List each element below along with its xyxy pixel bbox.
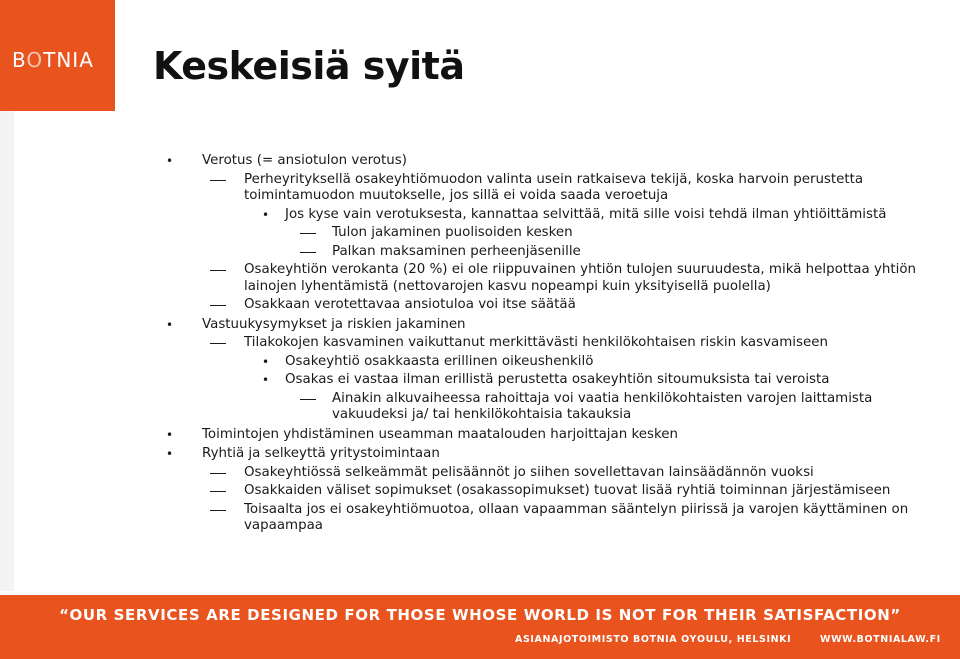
list-item-text: Jos kyse vain verotuksesta, kannattaa selvittää, mitä sille voisi tehdä ilman yhtiöittämistä	[285, 206, 887, 222]
logo-text-o: O	[26, 48, 44, 72]
list-item-text: Ainakin alkuvaiheessa rahoittaja voi vaatia henkilökohtaisten varojen laittamista vakuudeksi ja/ tai henkilökohtaisia takauksia	[332, 390, 873, 422]
list-item	[150, 244, 940, 261]
dash-bullet-icon	[300, 233, 316, 234]
list-item-text: Palkan maksaminen perheenjäsenille	[332, 243, 581, 259]
logo-text-tnia: TNIA	[43, 48, 94, 72]
list-item	[150, 446, 940, 463]
list-item	[150, 335, 940, 352]
dot-bullet-icon: •	[262, 207, 270, 222]
list-item-text: Toimintojen yhdistäminen useamman maatalouden harjoittajan kesken	[202, 426, 678, 442]
dash-bullet-icon	[210, 491, 226, 492]
list-item	[150, 427, 940, 444]
list-item-text: Tulon jakaminen puolisoiden kesken	[332, 225, 573, 240]
list-item-text: Osakeyhtiössä selkeämmät pelisäännöt jo siihen sovellettavan lainsäädännön vuoksi	[244, 464, 814, 480]
dash-bullet-icon	[210, 305, 226, 306]
list-item-text: Osakkaan verotettavaa ansiotuloa voi itse säätää	[244, 297, 576, 312]
list-item-text: Osakkaiden väliset sopimukset (osakassopimukset) tuovat lisää ryhtiä toiminnan järjestämiseen	[244, 483, 891, 498]
dash-bullet-icon	[210, 510, 226, 511]
list-item-text: Osakas ei vastaa ilman erillistä perustetta osakeyhtiön sitoumuksista tai veroista	[285, 372, 830, 387]
dash-bullet-icon	[300, 252, 316, 253]
dot-bullet-icon: •	[166, 427, 174, 442]
list-item-text: Tilakokojen kasvaminen vaikuttanut merkittävästi henkilökohtaisen riskin kasvamiseen	[244, 335, 828, 350]
list-item-text: Osakeyhtiö osakkaasta erillinen oikeushenkilö	[285, 353, 594, 369]
list-item	[150, 262, 940, 295]
list-item	[150, 172, 940, 205]
footer-company: ASIANAJOTOIMISTO BOTNIA OY	[515, 634, 697, 645]
dash-bullet-icon	[210, 473, 226, 474]
bullet-list	[150, 150, 940, 535]
dot-bullet-icon: •	[262, 354, 270, 369]
dot-bullet-icon: •	[166, 154, 174, 168]
list-item-text: Ryhtiä ja selkeyttä yritystoimintaan	[202, 446, 440, 461]
dash-bullet-icon	[210, 270, 226, 271]
list-item-text: Toisaalta jos ei osakeyhtiömuotoa, ollaan vapaamman sääntelyn piirissä ja varojen käyttäminen on vapaampaa	[244, 501, 909, 533]
list-item	[150, 372, 940, 389]
botnia-logo	[12, 48, 94, 72]
footer-location: OULU, HELSINKI	[697, 634, 792, 645]
list-item	[150, 297, 940, 314]
list-item	[150, 207, 940, 224]
slide-title: Keskeisiä syitä	[153, 44, 465, 88]
left-decor-strip	[0, 111, 14, 591]
list-item	[150, 225, 940, 242]
dash-bullet-icon	[300, 399, 316, 400]
footer-slogan: “OUR SERVICES ARE DESIGNED FOR THOSE WHOSE WORLD IS NOT FOR THEIR SATISFACTION”	[59, 606, 901, 624]
dash-bullet-icon	[210, 180, 226, 181]
list-item	[150, 153, 940, 170]
logo-text-b: B	[12, 48, 27, 72]
footer-website[interactable]: WWW.BOTNIALAW.FI	[820, 634, 941, 645]
logo-panel	[0, 0, 115, 111]
dash-bullet-icon	[210, 343, 226, 344]
list-item	[150, 502, 940, 535]
list-item-text: Osakeyhtiön verokanta (20 %) ei ole riippuvainen yhtiön tulojen suuruudesta, mikä helpottaa yhtiön lainojen lyhentämistä (nettovarojen kasvu nopeampi kuin yksityisellä puolella)	[244, 262, 917, 294]
list-item	[150, 391, 940, 424]
list-item	[150, 483, 940, 500]
list-item	[150, 354, 940, 371]
dot-bullet-icon: •	[262, 373, 270, 387]
footer-bar	[0, 595, 960, 659]
list-item	[150, 465, 940, 482]
list-item-text: Verotus (= ansiotulon verotus)	[202, 153, 407, 168]
list-item-text: Vastuukysymykset ja riskien jakaminen	[202, 316, 466, 332]
list-item	[150, 317, 940, 334]
dot-bullet-icon: •	[166, 447, 174, 461]
list-item-text: Perheyrityksellä osakeyhtiömuodon valinta usein ratkaiseva tekijä, koska harvoin perustetta toimintamuodon muutokselle, jos sillä ei voida saada veroetuja	[244, 171, 864, 203]
dot-bullet-icon: •	[166, 317, 174, 332]
